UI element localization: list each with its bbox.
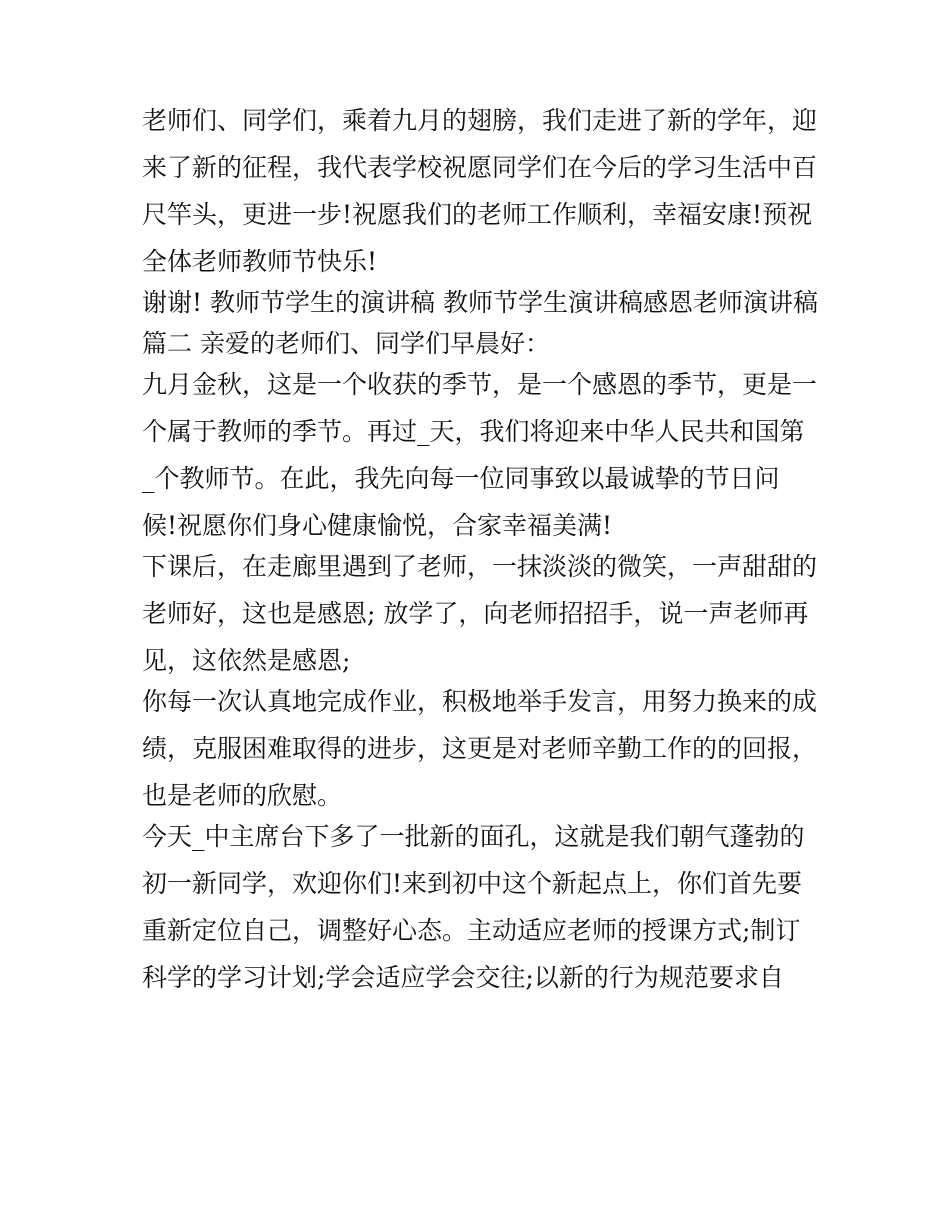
- text-line: 九月金秋，这是一个收获的季节，是一个感恩的季节，更是一: [142, 370, 818, 399]
- text-line: 老师们、同学们，乘着九月的翅膀，我们走进了新的学年，迎: [142, 106, 818, 135]
- text-line: 来了新的征程，我代表学校祝愿同学们在今后的学习生活中百: [142, 153, 818, 182]
- text-line: 下课后，在走廊里遇到了老师，一抹淡淡的微笑，一声甜甜的: [142, 552, 818, 581]
- text-line: 也是老师的欣慰。: [142, 781, 343, 810]
- text-line: 科学的学习计划;学会适应学会交往;以新的行为规范要求自: [142, 963, 784, 992]
- text-line: 你每一次认真地完成作业，积极地举手发言，用努力换来的成: [142, 687, 818, 716]
- text-line: 今天_中主席台下多了一批新的面孔，这就是我们朝气蓬勃的: [142, 822, 805, 851]
- text-line: 绩，克服困难取得的进步，这更是对老师辛勤工作的的回报，: [142, 734, 818, 763]
- text-line: 见，这依然是感恩;: [142, 646, 351, 675]
- text-line: 老师好，这也是感恩; 放学了，向老师招招手，说一声老师再: [142, 599, 809, 628]
- text-line: 尺竿头，更进一步!祝愿我们的老师工作顺利，幸福安康!预祝: [142, 200, 813, 229]
- text-line: 篇二 亲爱的老师们、同学们早晨好：: [142, 329, 550, 358]
- text-line: 全体老师教师节快乐!: [142, 247, 378, 276]
- text-line: 个属于教师的季节。再过_天，我们将迎来中华人民共和国第: [142, 417, 805, 446]
- text-line: 谢谢! 教师节学生的演讲稿 教师节学生演讲稿感恩老师演讲稿: [142, 288, 818, 317]
- text-line: 候!祝愿你们身心健康愉悦，合家幸福美满!: [142, 511, 613, 540]
- document-body: [142, 108, 822, 990]
- text-line: _个教师节。在此，我先向每一位同事致以最诚挚的节日问: [142, 464, 780, 493]
- text-line: 初一新同学，欢迎你们!来到初中这个新起点上，你们首先要: [142, 869, 803, 898]
- text-line: 重新定位自己，调整好心态。主动适应老师的授课方式;制订: [142, 916, 801, 945]
